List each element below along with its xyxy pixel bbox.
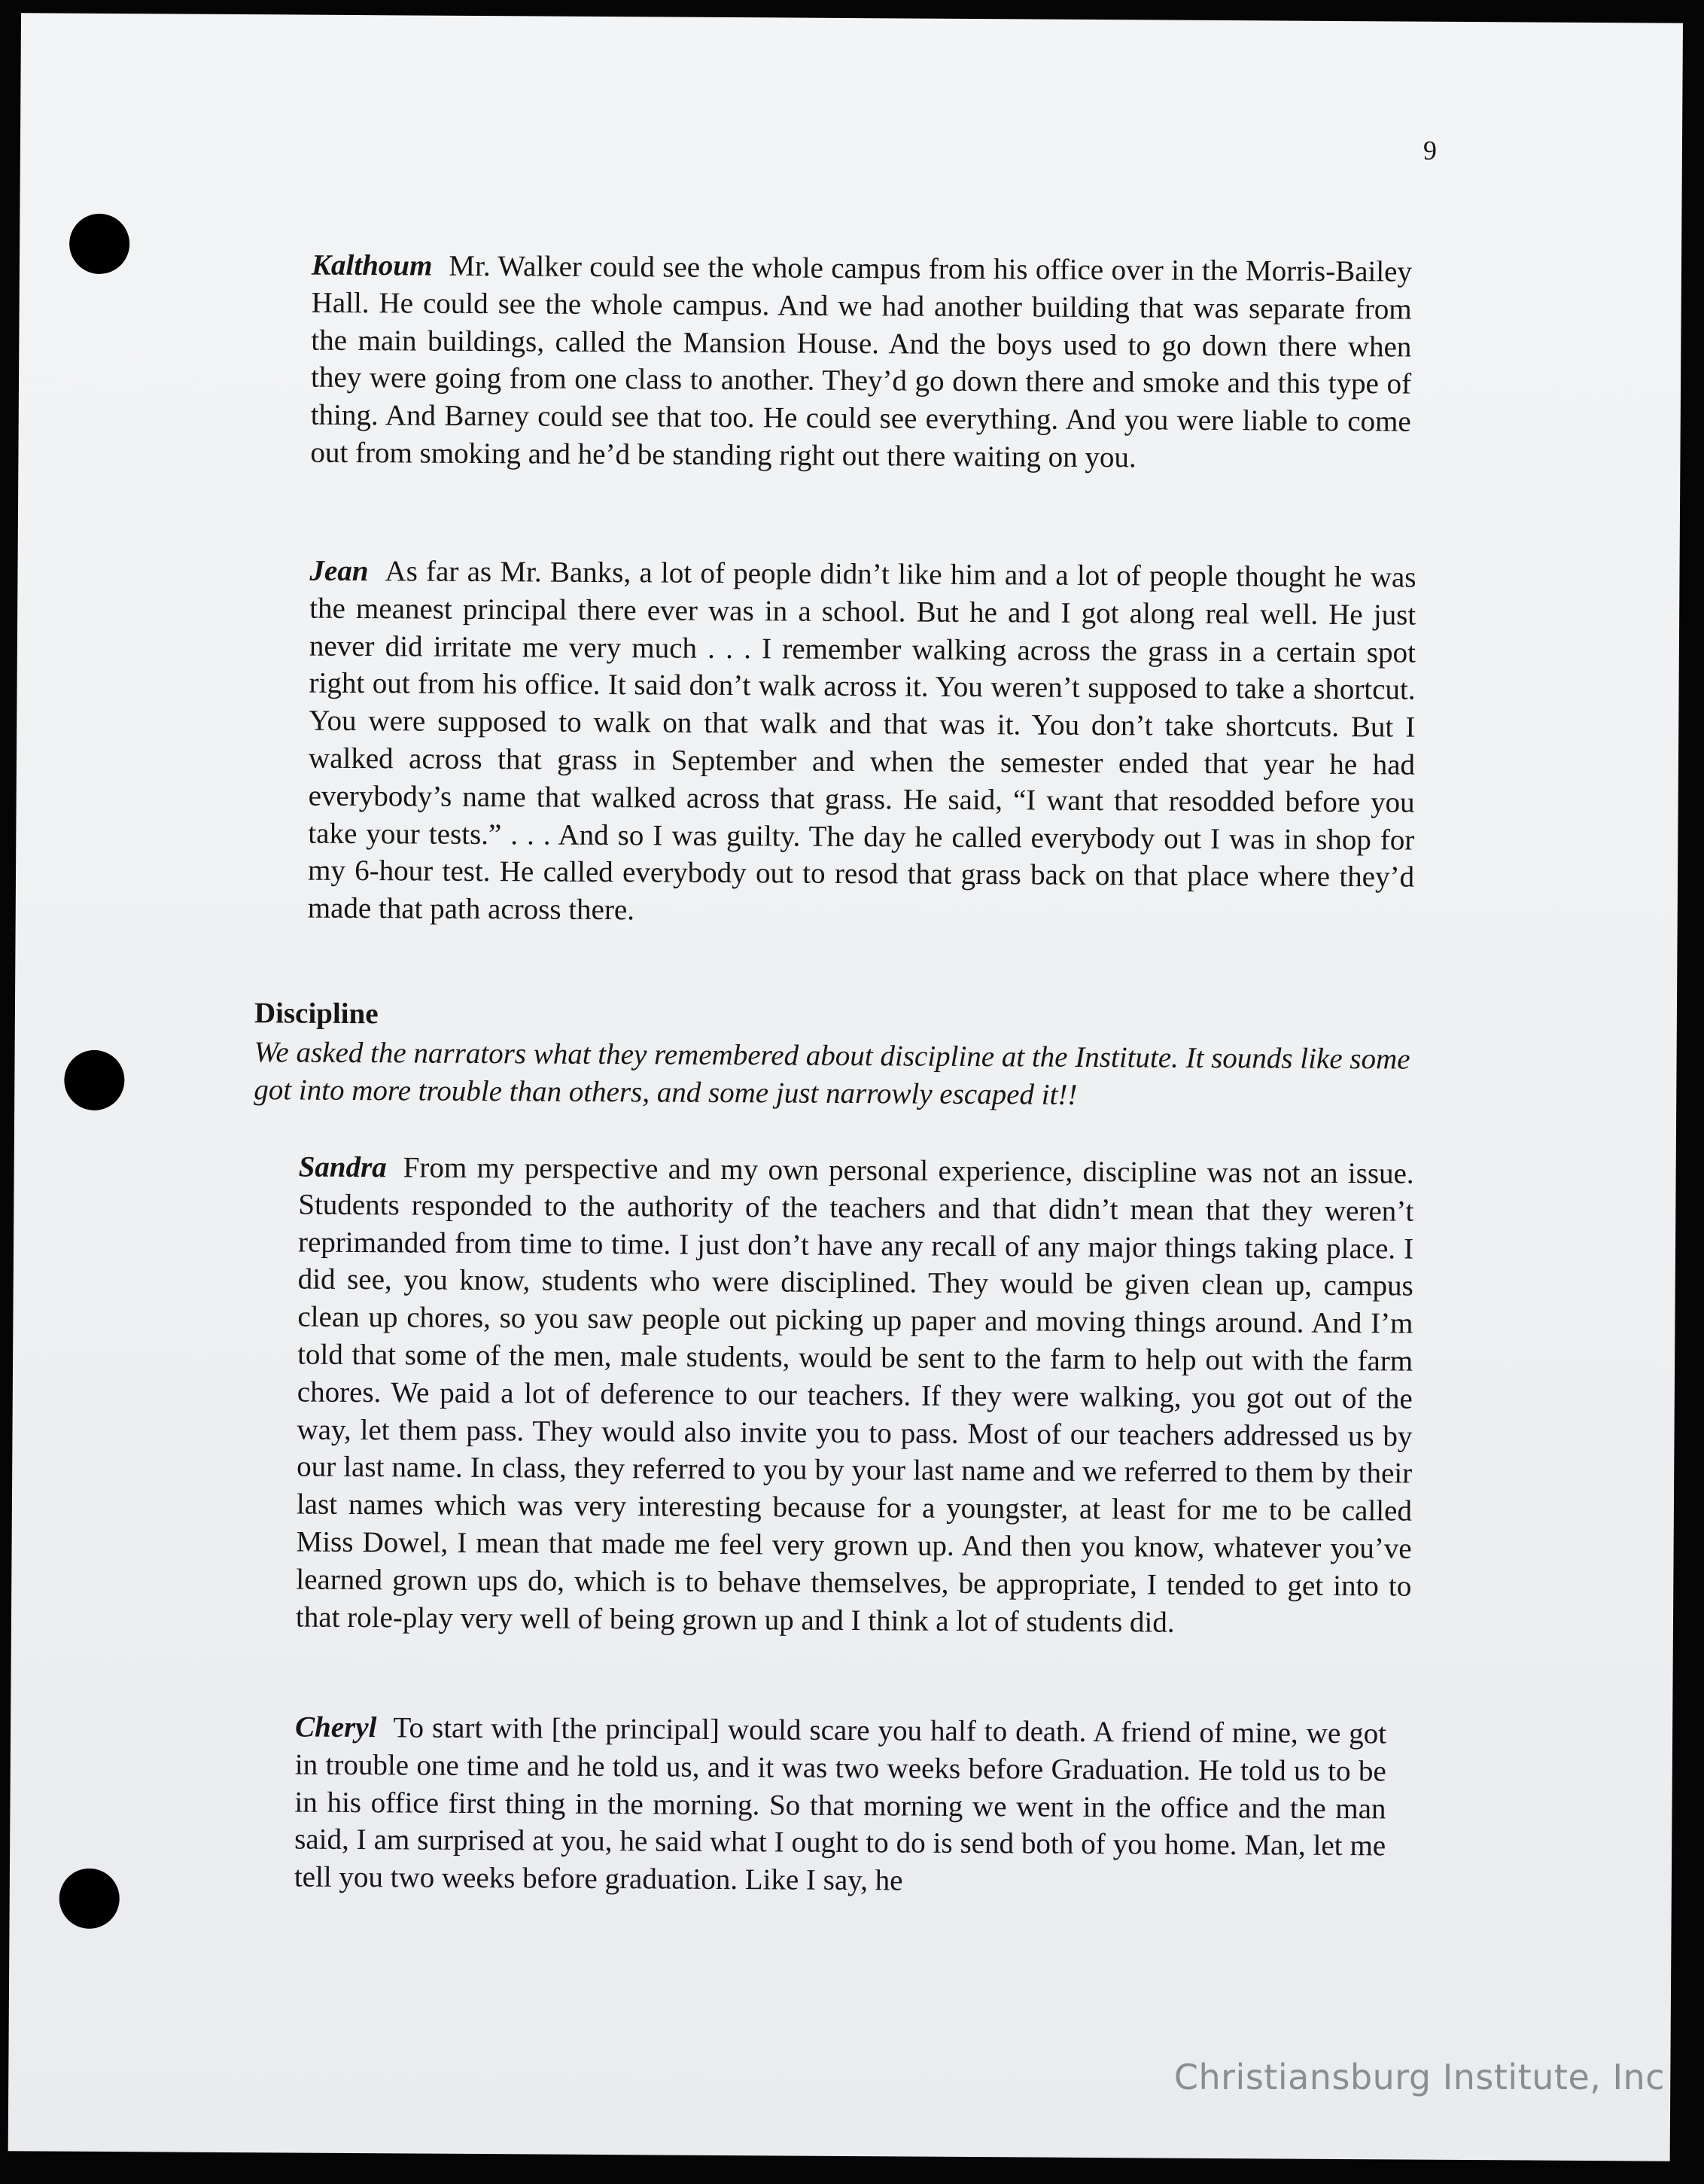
speaker-name: Sandra xyxy=(298,1150,387,1184)
punch-hole xyxy=(59,1869,119,1929)
document-page xyxy=(8,13,1683,2161)
punch-hole xyxy=(64,1050,124,1110)
paragraph-text: As far as Mr. Banks, a lot of people didn’t like him and a lot of people thought he was the meanest principal there ever was in a school. But he and I got along real well. He just never did irritate me very much . . . I remember walking across the grass in a certain spot right out from his office. It said don’t walk across it. You weren’t supposed to take a shortcut. You were supposed to walk on that walk and that was it. You don’t take shortcuts. But I walked across that grass in September and when the semester ended that year he had everybody’s name that walked across that grass. He said, “I want that resodded before you take your tests.” . . . And so I was guilty. The day he called everybody out I was in shop for my 6-hour test. He called everybody out to resod that grass back on that place where they’d made that path across there. xyxy=(307,555,1416,927)
speaker-name: Cheryl xyxy=(294,1710,377,1744)
narrator-paragraph-kalthoum xyxy=(310,247,1412,479)
speaker-name: Jean xyxy=(309,554,369,588)
narrator-paragraph-jean xyxy=(308,553,1416,934)
punch-hole xyxy=(69,214,129,274)
section-heading: Discipline xyxy=(254,997,379,1031)
section-intro: We asked the narrators what they remembered about discipline at the Institute. It sounds like some got into more trouble than others, and some just narrowly escaped it!! xyxy=(254,1036,1410,1111)
watermark: Christiansburg Institute, Inc xyxy=(1173,2057,1665,2097)
page-number: 9 xyxy=(1423,135,1438,166)
paragraph-text: Mr. Walker could see the whole campus from his office over in the Morris-Bailey Hall. He could see the whole campus. And we had another building that was separate from the main buildings, called the Mansion House. And the boys used to go down there when they were going from one class to another. They’d go down there and smoke and this type of thing. And Barney could see that too. He could see everything. And you were liable to come out from smoking and he’d be standing right out there waiting on you. xyxy=(310,249,1413,474)
narrator-paragraph-cheryl xyxy=(294,1709,1386,1903)
paragraph-text: From my perspective and my own personal experience, discipline was not an issue. Students responded to the authority of the teachers and that didn’t mean that they weren’t reprimanded from time to time. I just don’t have any recall of any major things taking place. I did see, you know, students who were disciplined. They would be given clean up, campus clean up chores, so you saw people out picking up paper and moving things around. And I’m told that some of the men, male students, would be sent to the farm to help out with the farm chores. We paid a lot of deference to our teachers. If they were walking, you got out of the way, let them pass. They would also invite you to pass. Most of our teachers addressed us by our last name. In class, they referred to you by your last name and we referred to them by their last names which was very interesting because for a youngster, at least for me to be called Miss Dowel, I mean that made me feel very grown up. And then you know, whatever you’ve learned grown ups do, which is to behave themselves, be appropriate, I tended to get into to that role-play very well of being grown up and I think a lot of students did. xyxy=(295,1151,1414,1639)
speaker-name: Kalthoum xyxy=(311,248,433,282)
paragraph-text: To start with [the principal] would scare you half to death. A friend of mine, we got in trouble one time and he told us, and it was two weeks before Graduation. He told us to be in his office first thing in the morning. So that morning we went in the office and the man said, I am surprised at you, he said what I ought to do is send both of you home. Man, let me tell you two weeks before graduation. Like I say, he xyxy=(294,1711,1387,1897)
narrator-paragraph-sandra xyxy=(296,1149,1414,1643)
